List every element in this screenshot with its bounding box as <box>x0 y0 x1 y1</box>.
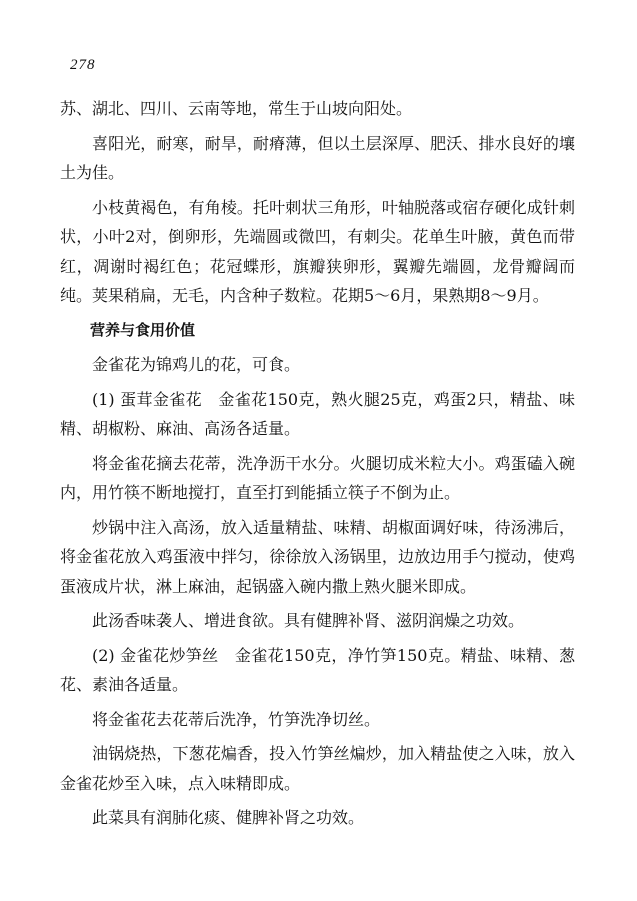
paragraph-recipe2-cook: 油锅烧热，下葱花煸香，投入竹笋丝煸炒，加入精盐使之入味，放入金雀花炒至入味，点入味精即成。 <box>60 744 575 793</box>
paragraph-recipe1-effect: 此汤香味袭人、增进食欲。具有健脾补肾、滋阴润燥之功效。 <box>92 611 525 630</box>
paragraph-recipe1-ingredients: (1) 蛋茸金雀花 金雀花150克，熟火腿25克，鸡蛋2只，精盐、味精、胡椒粉、麻油、高汤各适量。 <box>60 389 575 438</box>
paragraph-recipe2-ingredients: (2) 金雀花炒笋丝 金雀花150克，净竹笋150克。精盐、味精、葱花、素油各适量。 <box>60 645 575 694</box>
paragraph-recipe2-prep: 将金雀花去花蒂后洗净，竹笋洗净切丝。 <box>92 709 381 729</box>
paragraph-recipe1-prep: 将金雀花摘去花蒂，洗净沥干水分。火腿切成米粒大小。鸡蛋磕入碗内，用竹筷不断地搅打，直至打到能插立筷子不倒为止。 <box>60 453 575 502</box>
paragraph-morphology: 小枝黄褐色，有角棱。托叶刺状三角形，叶轴脱落或宿存硬化成针刺状，小叶2对，倒卵形，先端圆或微凹，有刺尖。花单生叶腋，黄色而带红，凋谢时褐红色；花冠蝶形，旗瓣狭卵形，翼瓣先端圆，龙骨瓣阔而纯。荚果稍扁，无毛，内含种子数粒。花期5～6月，果熟期8～9月。 <box>60 197 575 305</box>
paragraph-recipe2-effect: 此菜具有润肺化痰、健脾补肾之功效。 <box>92 808 365 827</box>
paragraph-recipe1-cook: 炒锅中注入高汤，放入适量精盐、味精、胡椒面调好味，待汤沸后，将金雀花放入鸡蛋液中拌匀，徐徐放入汤锅里，边放边用手勺搅动，使鸡蛋液成片状，淋上麻油，起锅盛入碗内撒上熟火腿米即成。 <box>60 517 575 596</box>
body-text <box>60 94 575 838</box>
section-heading: 营养与食用价值 <box>90 320 196 339</box>
page-number: 278 <box>70 57 96 73</box>
paragraph-edible: 金雀花为锦鸡儿的花，可食。 <box>92 355 301 374</box>
paragraph-habitat: 喜阳光，耐寒，耐旱，耐瘠薄，但以土层深厚、肥沃、排水良好的壤土为佳。 <box>60 133 575 182</box>
paragraph-distribution-cont: 苏、湖北、四川、云南等地，常生于山坡向阳处。 <box>60 99 413 118</box>
